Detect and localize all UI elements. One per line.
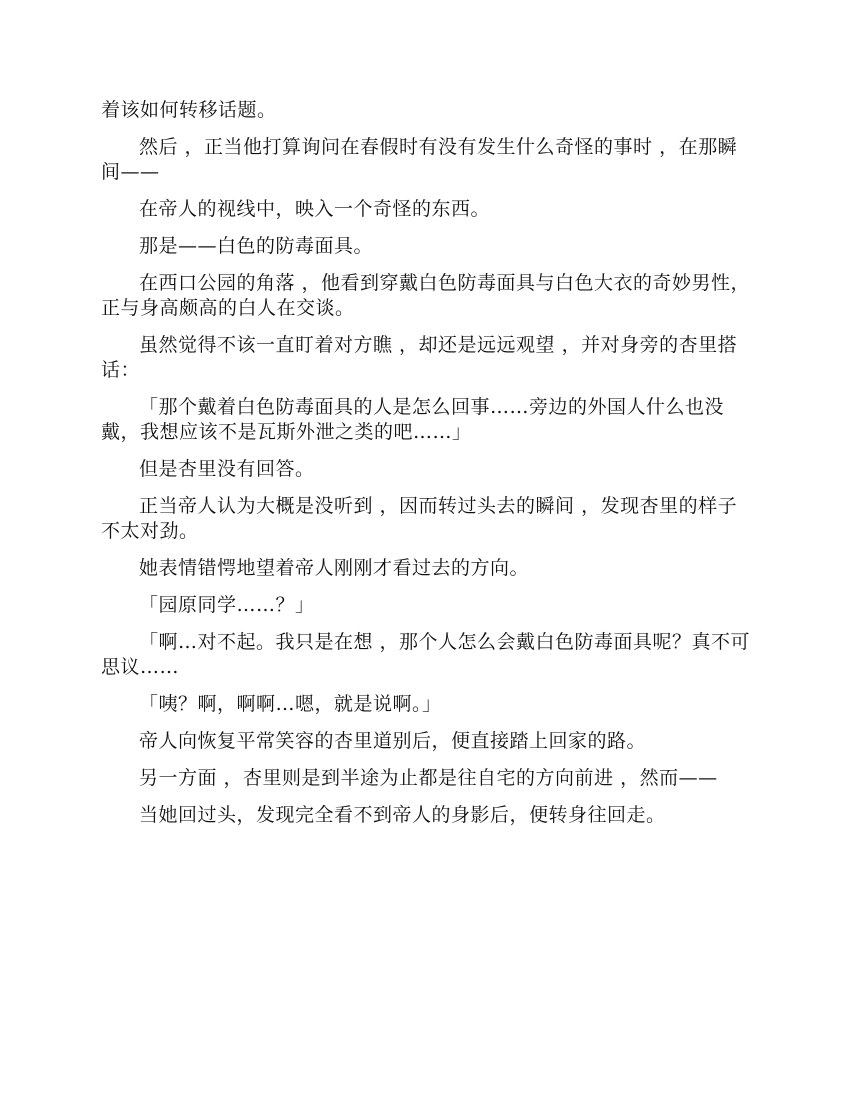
paragraph: 「啊…对不起。我只是在想 ，那个人怎么会戴白色防毒面具呢？真不可思议…… (101, 631, 751, 678)
paragraph: 在帝人的视线中，映入一个奇怪的东西。 (139, 198, 491, 220)
paragraph: 「咦？啊，啊啊…嗯，就是说啊。」 (139, 693, 442, 715)
paragraph: 虽然觉得不该一直盯着对方瞧 ，却还是远远观望 ，并对身旁的杏里搭话： (101, 334, 738, 381)
paragraph: 「园原同学……？」 (139, 594, 315, 616)
paragraph: 帝人向恢复平常笑容的杏里道别后，便直接踏上回家的路。 (139, 730, 647, 752)
paragraph: 那是——白色的防毒面具。 (139, 235, 374, 257)
paragraph: 着该如何转移话题。 (101, 99, 277, 121)
paragraph: 正当帝人认为大概是没听到 ，因而转过头去的瞬间 ，发现杏里的样子不太对劲。 (101, 495, 738, 542)
document-body (101, 98, 753, 840)
paragraph: 当她回过头，发现完全看不到帝人的身影后，便转身往回走。 (139, 804, 666, 826)
paragraph: 然后 ，正当他打算询问在春假时有没有发生什么奇怪的事时 ，在那瞬间—— (101, 136, 738, 183)
paragraph: 在西口公园的角落 ，他看到穿戴白色防毒面具与白色大衣的奇妙男性，正与身高颇高的白人在交谈。 (101, 272, 751, 319)
paragraph: 但是杏里没有回答。 (139, 458, 315, 480)
paragraph: 她表情错愕地望着帝人刚刚才看过去的方向。 (139, 557, 530, 579)
paragraph: 「那个戴着白色防毒面具的人是怎么回事……旁边的外国人什么也没戴，我想应该不是瓦斯外泄之类的吧……」 (101, 396, 725, 443)
paragraph: 另一方面 ，杏里则是到半途为止都是往自宅的方向前进 ，然而—— (139, 767, 718, 789)
